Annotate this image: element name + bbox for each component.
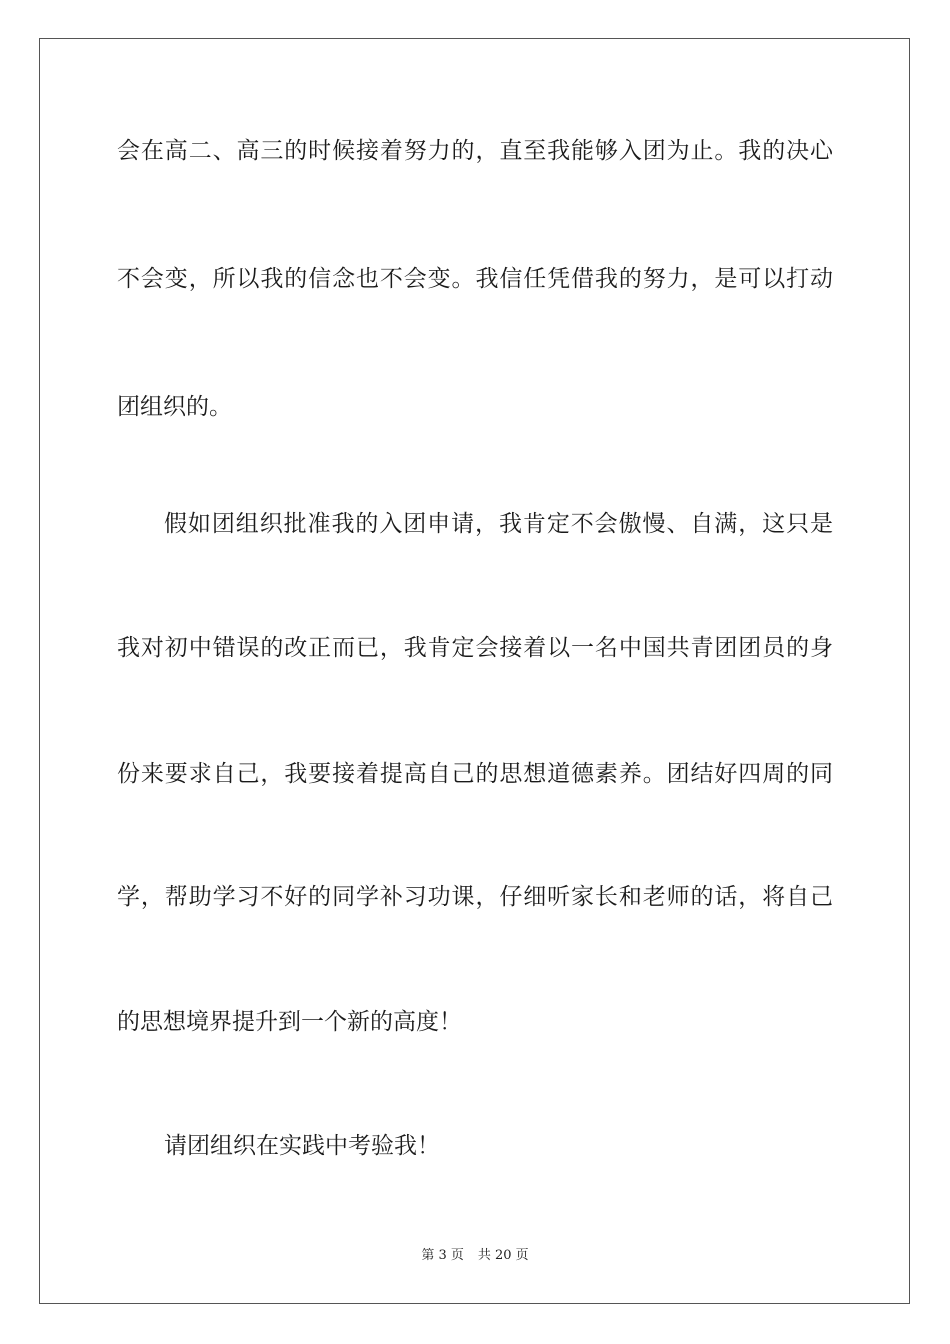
paragraph-2-line-4: 学，帮助学习不好的同学补习功课，仔细听家长和老师的话，将自己 xyxy=(117,884,833,910)
paragraph-3-line-1: 请团组织在实践中考验我！ xyxy=(164,1133,440,1159)
page-footer xyxy=(0,1246,950,1266)
paragraph-2-line-2: 我对初中错误的改正而已，我肯定会接着以一名中国共青团团员的身 xyxy=(117,635,833,661)
paragraph-2-line-3: 份来要求自己，我要接着提高自己的思想道德素养。团结好四周的同 xyxy=(117,761,833,787)
paragraph-1-line-3: 团组织的。 xyxy=(117,394,232,420)
page-number: 第 3 页 xyxy=(421,1248,464,1263)
paragraph-1-line-1: 会在高二、高三的时候接着努力的，直至我能够入团为止。我的决心 xyxy=(117,138,833,164)
paragraph-2-line-1: 假如团组织批准我的入团申请，我肯定不会傲慢、自满，这只是 xyxy=(164,511,833,537)
page-total: 共 20 页 xyxy=(477,1248,529,1263)
page-border xyxy=(39,38,910,1304)
paragraph-2-line-5: 的思想境界提升到一个新的高度！ xyxy=(117,1009,462,1035)
paragraph-1-line-2: 不会变，所以我的信念也不会变。我信任凭借我的努力，是可以打动 xyxy=(117,266,833,292)
